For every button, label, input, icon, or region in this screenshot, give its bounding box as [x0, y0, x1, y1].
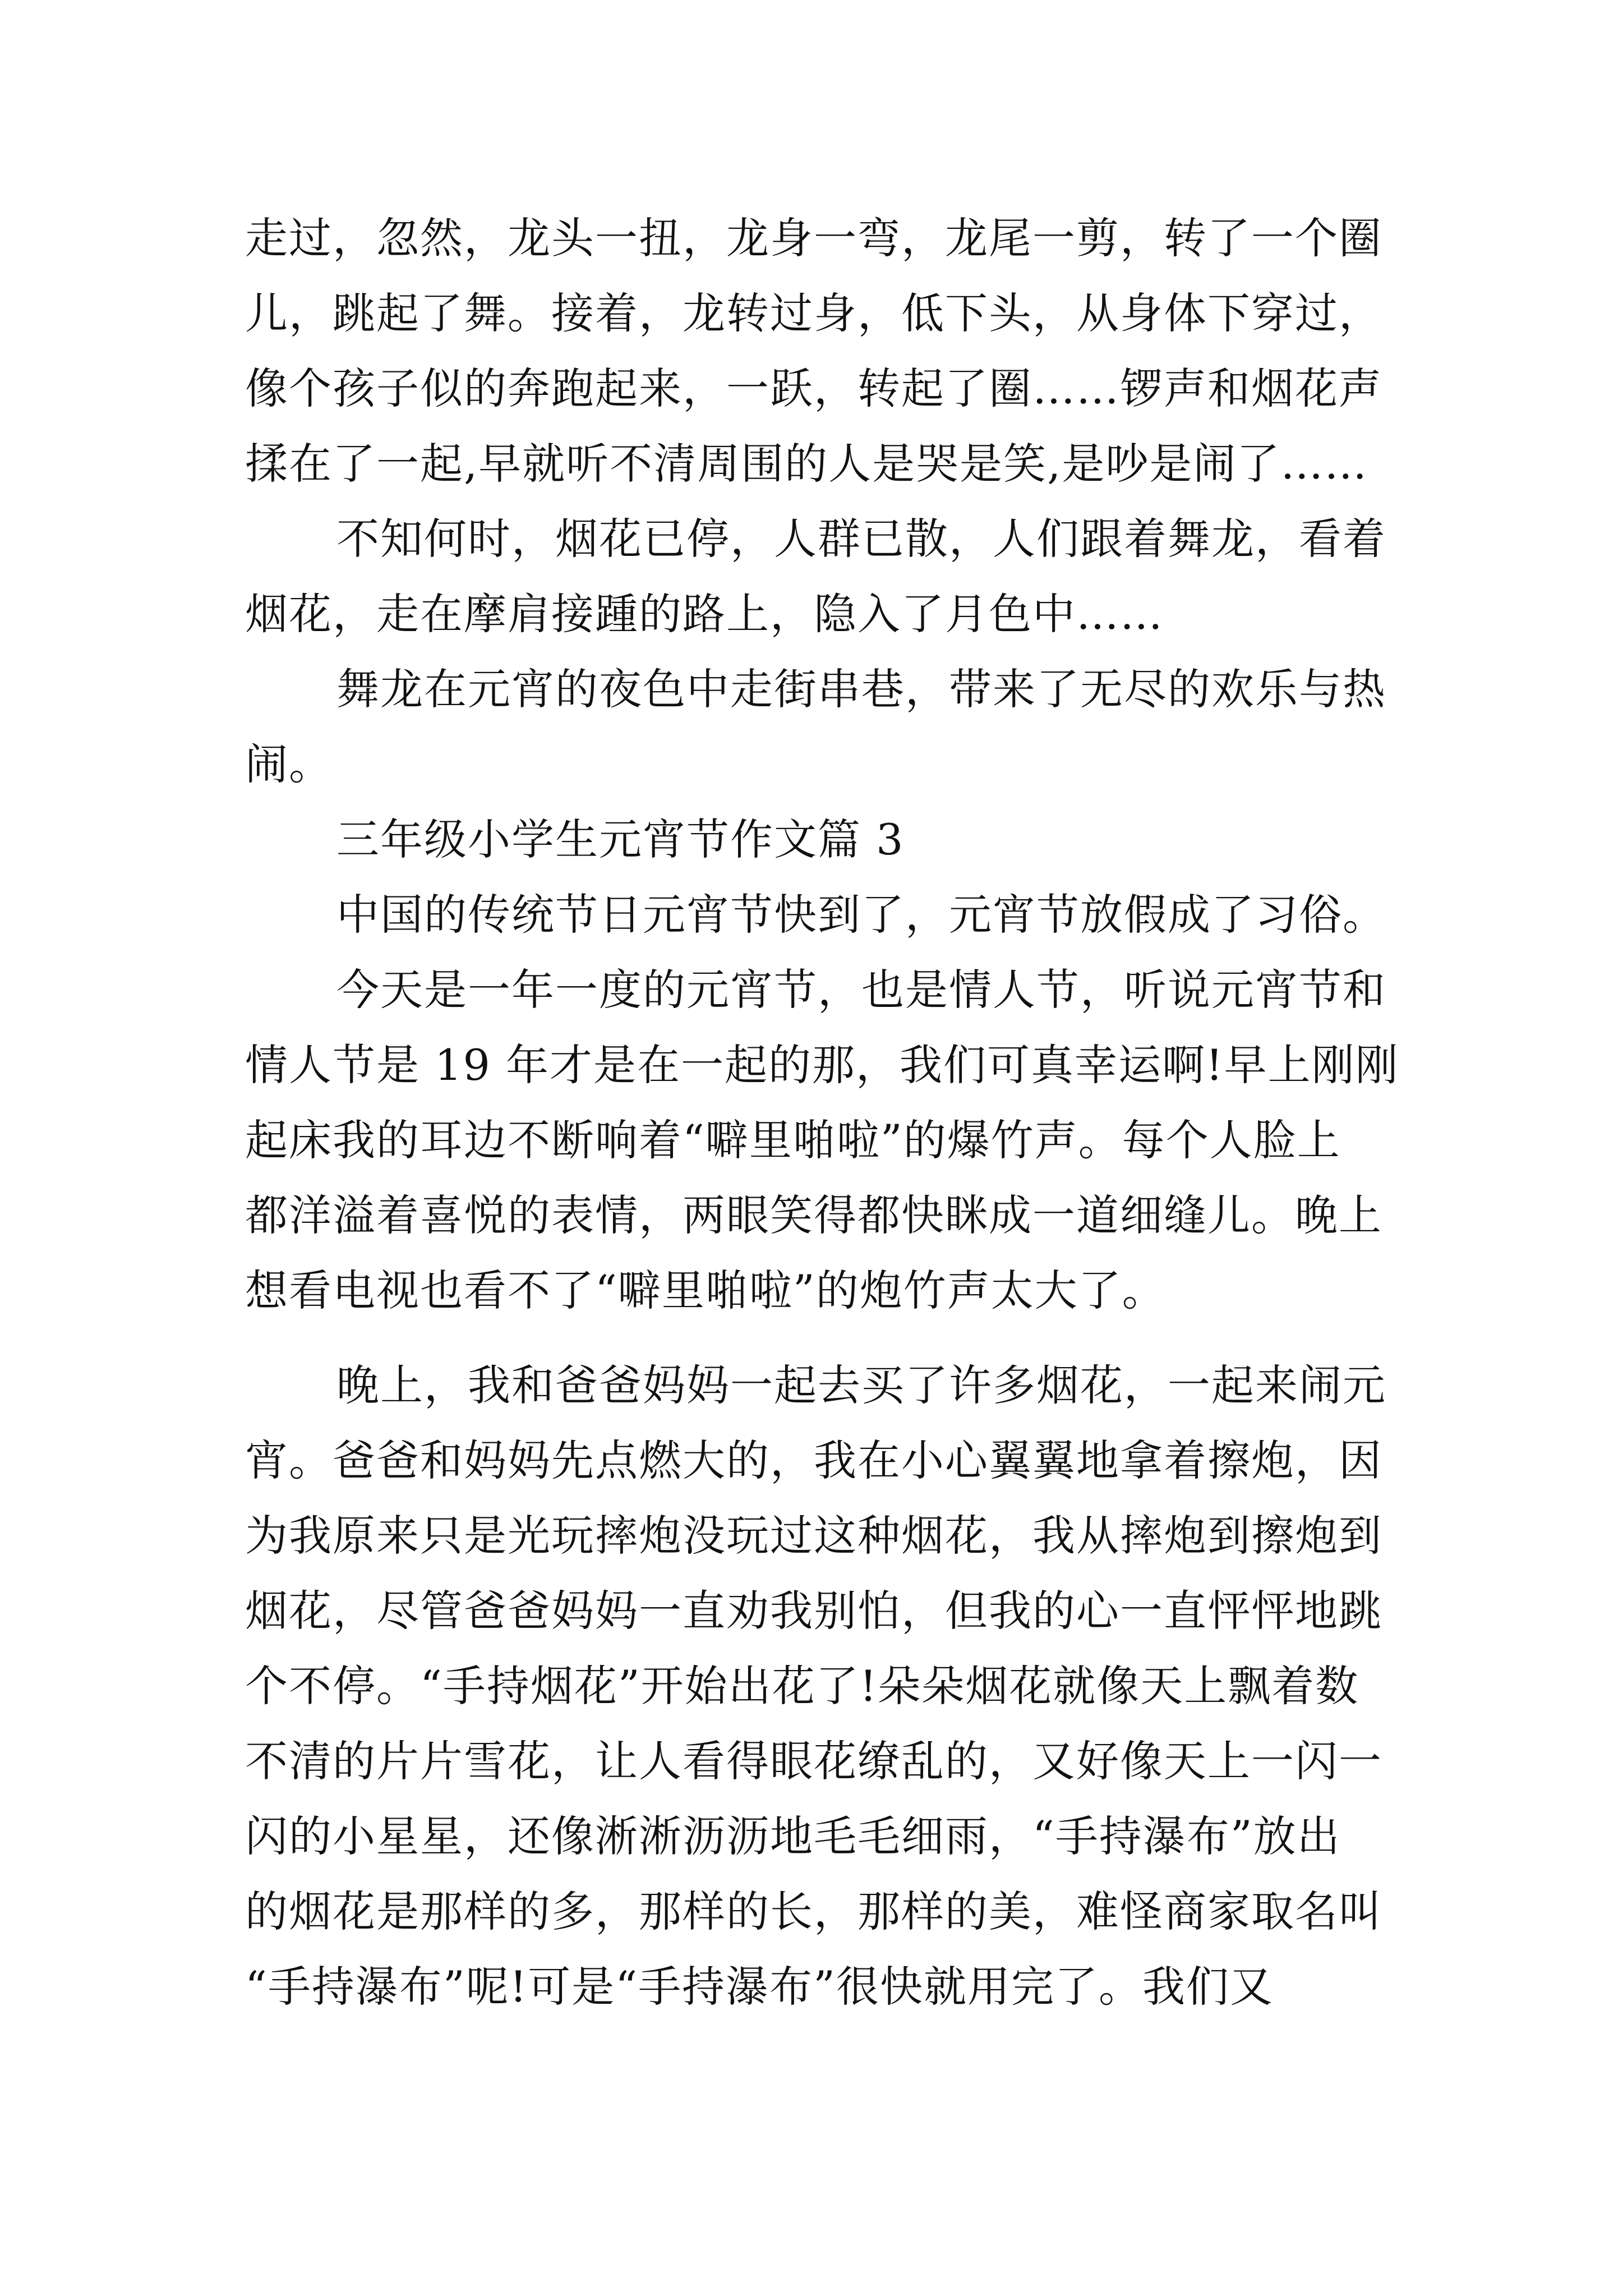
text-line: 个不停。“手持烟花”开始出花了!朵朵烟花就像天上飘着数	[245, 1661, 1359, 1711]
text-line: 起床我的耳边不断响着“噼里啪啦”的爆竹声。每个人脸上	[245, 1115, 1341, 1165]
text-line: 闪的小星星，还像淅淅沥沥地毛毛细雨，“手持瀑布”放出	[245, 1811, 1341, 1861]
paragraph-start-line: 晚上，我和爸爸妈妈一起去买了许多烟花，一起来闹元	[336, 1360, 1386, 1410]
text-line: 像个孩子似的奔跑起来，一跃，转起了圈……锣声和烟花声	[245, 364, 1382, 413]
paragraph-start-line: 不知何时，烟花已停，人群已散，人们跟着舞龙，看着	[336, 514, 1386, 564]
paragraph-start-line: 中国的传统节日元宵节快到了，元宵节放假成了习俗。	[336, 890, 1386, 940]
paragraph-start-line: 今天是一年一度的元宵节，也是情人节，听说元宵节和	[336, 965, 1386, 1015]
text-line: 走过，忽然，龙头一扭，龙身一弯，龙尾一剪，转了一个圈	[245, 213, 1382, 263]
text-line: 闹。	[245, 739, 333, 789]
section-heading: 三年级小学生元宵节作文篇 3	[336, 815, 905, 864]
text-line: 都洋溢着喜悦的表情，两眼笑得都快眯成一道细缝儿。晚上	[245, 1190, 1382, 1240]
text-line: 烟花，走在摩肩接踵的路上，隐入了月色中……	[245, 589, 1164, 639]
text-line: 烟花，尽管爸爸妈妈一直劝我别怕，但我的心一直怦怦地跳	[245, 1586, 1382, 1636]
text-line: 宵。爸爸和妈妈先点燃大的，我在小心翼翼地拿着擦炮，因	[245, 1435, 1382, 1485]
text-line: 揉在了一起,早就听不清周围的人是哭是笑,是吵是闹了……	[245, 439, 1368, 489]
text-line: 为我原来只是光玩摔炮没玩过这种烟花，我从摔炮到擦炮到	[245, 1511, 1382, 1561]
text-line: 不清的片片雪花，让人看得眼花缭乱的，又好像天上一闪一	[245, 1736, 1382, 1786]
text-line: 想看电视也看不了“噼里啪啦”的炮竹声太大了。	[245, 1266, 1166, 1315]
text-line: 情人节是 19 年才是在一起的那，我们可真幸运啊!早上刚刚	[245, 1040, 1399, 1090]
paragraph-start-line: 舞龙在元宵的夜色中走街串巷，带来了无尽的欢乐与热	[336, 664, 1386, 714]
text-line: 儿，跳起了舞。接着，龙转过身，低下头，从身体下穿过，	[245, 288, 1382, 338]
text-line: “手持瀑布”呢!可是“手持瀑布”很快就用完了。我们又	[245, 1962, 1274, 2012]
text-line: 的烟花是那样的多，那样的长，那样的美，难怪商家取名叫	[245, 1887, 1382, 1936]
